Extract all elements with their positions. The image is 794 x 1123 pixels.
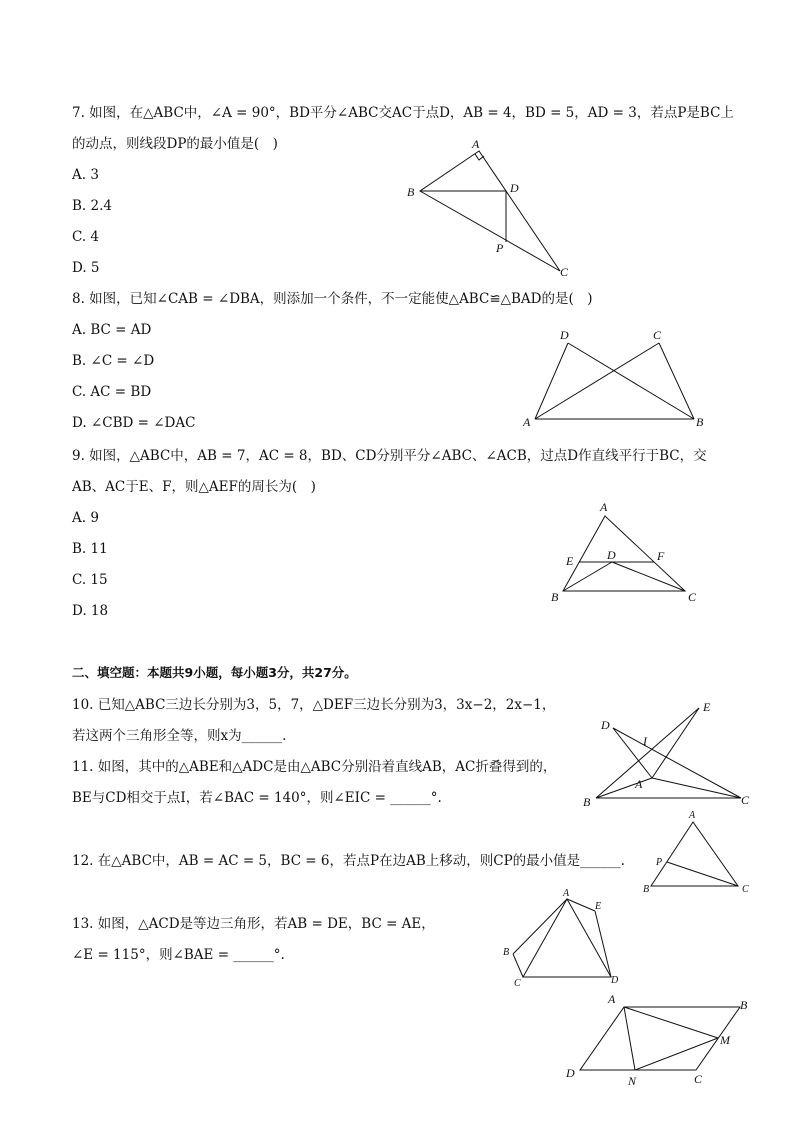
- q7-option-c: C. 4: [72, 229, 100, 245]
- q11-segment-dc: [613, 728, 741, 798]
- q11-label-b: B: [583, 795, 591, 809]
- q8-segment-cb: [659, 343, 694, 419]
- q11-figure: [575, 696, 760, 811]
- q12-triangle-abc: [651, 822, 738, 886]
- q13-stem-line2: ∠E = 115°，则∠BAE = ______°.: [72, 947, 285, 963]
- segment-nm: [635, 1038, 718, 1070]
- q9-segment-cd: [612, 562, 685, 591]
- q8-option-a: A. BC = AD: [72, 322, 152, 338]
- q9-label-c: C: [688, 590, 697, 604]
- q11-label-i: I: [643, 734, 647, 748]
- q8-figure: [520, 325, 715, 435]
- q9-label-e: E: [566, 554, 574, 568]
- q7-label-c: C: [560, 265, 569, 279]
- q8-label-d: D: [560, 328, 569, 342]
- q7-stem-line2: 的动点，则线段DP的最小值是( ): [72, 136, 278, 152]
- q7-triangle-abc: [420, 151, 560, 271]
- q12-label-p: P: [656, 857, 663, 868]
- q12-segment-cp: [667, 862, 738, 886]
- q11-segment-be: [596, 708, 699, 798]
- q12-label-a: A: [689, 810, 696, 821]
- q13-segment-ae: [567, 899, 595, 911]
- q11-label-c: C: [741, 793, 750, 807]
- q9-label-b: B: [551, 590, 559, 604]
- q11-label-e: E: [703, 700, 711, 714]
- q9-label-d: D: [607, 548, 616, 562]
- q13-label-a: A: [563, 888, 570, 899]
- q7-label-b: B: [407, 185, 415, 199]
- q9-figure: [545, 498, 705, 608]
- q7-option-d: D. 5: [72, 260, 100, 276]
- q13-label-e: E: [595, 901, 602, 912]
- q13-label-b: B: [503, 947, 510, 958]
- q11-label-a: A: [635, 777, 643, 791]
- q13-segment-ed: [595, 911, 611, 977]
- q8-segment-db: [568, 343, 694, 419]
- label-b: B: [740, 998, 748, 1012]
- q7-label-p: P: [496, 241, 504, 255]
- q13-figure: [495, 885, 630, 990]
- q9-option-d: D. 18: [72, 603, 109, 619]
- q9-label-a: A: [600, 500, 608, 514]
- q12-figure: [640, 810, 760, 900]
- label-d: D: [566, 1066, 575, 1080]
- q9-option-b: B. 11: [72, 541, 108, 557]
- q7-label-d: D: [510, 181, 519, 195]
- q8-stem-line1: 8. 如图，已知∠CAB = ∠DBA，则添加一个条件，不一定能使△ABC≌△BAD的是( ): [72, 291, 593, 307]
- q11-segment-ac: [652, 778, 741, 798]
- q7-label-a: A: [472, 137, 480, 151]
- parallelogram-figure: [560, 993, 760, 1093]
- q9-option-a: A. 9: [72, 510, 99, 526]
- q13-label-c: C: [514, 978, 521, 989]
- q8-option-c: C. AC = BD: [72, 384, 152, 400]
- q11-stem-line2: BE与CD相交于点I，若∠BAC = 140°，则∠EIC = ______°.: [72, 790, 442, 806]
- q10-stem-line2: 若这两个三角形全等，则x为______.: [72, 728, 287, 744]
- q10-stem-line1: 10. 已知△ABC三边长分别为3，5，7，△DEF三边长分别为3，3x−2，2x−1，: [72, 697, 556, 713]
- q7-right-angle-mark: [475, 154, 484, 160]
- q9-label-f: F: [657, 549, 665, 563]
- segment-an: [624, 1007, 635, 1070]
- q11-stem-line1: 11. 如图，其中的△ABE和△ADC是由△ABC分别沿着直线AB，AC折叠得到的，: [72, 759, 557, 775]
- q9-stem-line2: AB、AC于E、F，则△AEF的周长为( ): [72, 479, 316, 495]
- label-n: N: [628, 1074, 637, 1088]
- q9-stem-line1: 9. 如图，△ABC中，AB = 7，AC = 8，BD、CD分别平分∠ABC、∠ACB，过点D作直线平行于BC，交: [72, 448, 707, 464]
- segment-am: [624, 1007, 718, 1038]
- q13-stem-line1: 13. 如图，△ACD是等边三角形，若AB = DE，BC = AE，: [72, 916, 435, 932]
- q9-option-c: C. 15: [72, 572, 108, 588]
- label-a: A: [608, 992, 616, 1006]
- q7-option-b: B. 2.4: [72, 198, 112, 214]
- q11-segment-ba: [596, 778, 652, 798]
- q13-segment-bc: [513, 954, 523, 977]
- label-c: C: [694, 1072, 703, 1086]
- q11-label-d: D: [601, 718, 610, 732]
- q8-label-b: B: [696, 415, 704, 429]
- q12-label-b: B: [643, 884, 650, 895]
- q13-label-d: D: [611, 975, 619, 986]
- q7-option-a: A. 3: [72, 167, 99, 183]
- label-m: M: [720, 1033, 730, 1047]
- q8-option-d: D. ∠CBD = ∠DAC: [72, 415, 196, 431]
- q8-label-c: C: [653, 328, 662, 342]
- q8-segment-ad: [535, 343, 568, 419]
- q8-option-b: B. ∠C = ∠D: [72, 353, 155, 369]
- q12-label-c: C: [742, 884, 749, 895]
- q7-stem-line1: 7. 如图，在△ABC中，∠A = 90°，BD平分∠ABC交AC于点D，AB = 4，BD = 5，AD = 3，若点P是BC上: [72, 105, 734, 121]
- q7-figure: [400, 138, 580, 280]
- q8-segment-ac: [535, 343, 659, 419]
- section-2-heading: 二、填空题：本题共9小题，每小题3分，共27分。: [72, 665, 357, 680]
- q8-label-a: A: [523, 415, 531, 429]
- q13-segment-ab: [513, 899, 567, 954]
- q12-stem: 12. 在△ABC中，AB = AC = 5，BC = 6，若点P在边AB上移动，则CP的最小值是______.: [72, 853, 625, 869]
